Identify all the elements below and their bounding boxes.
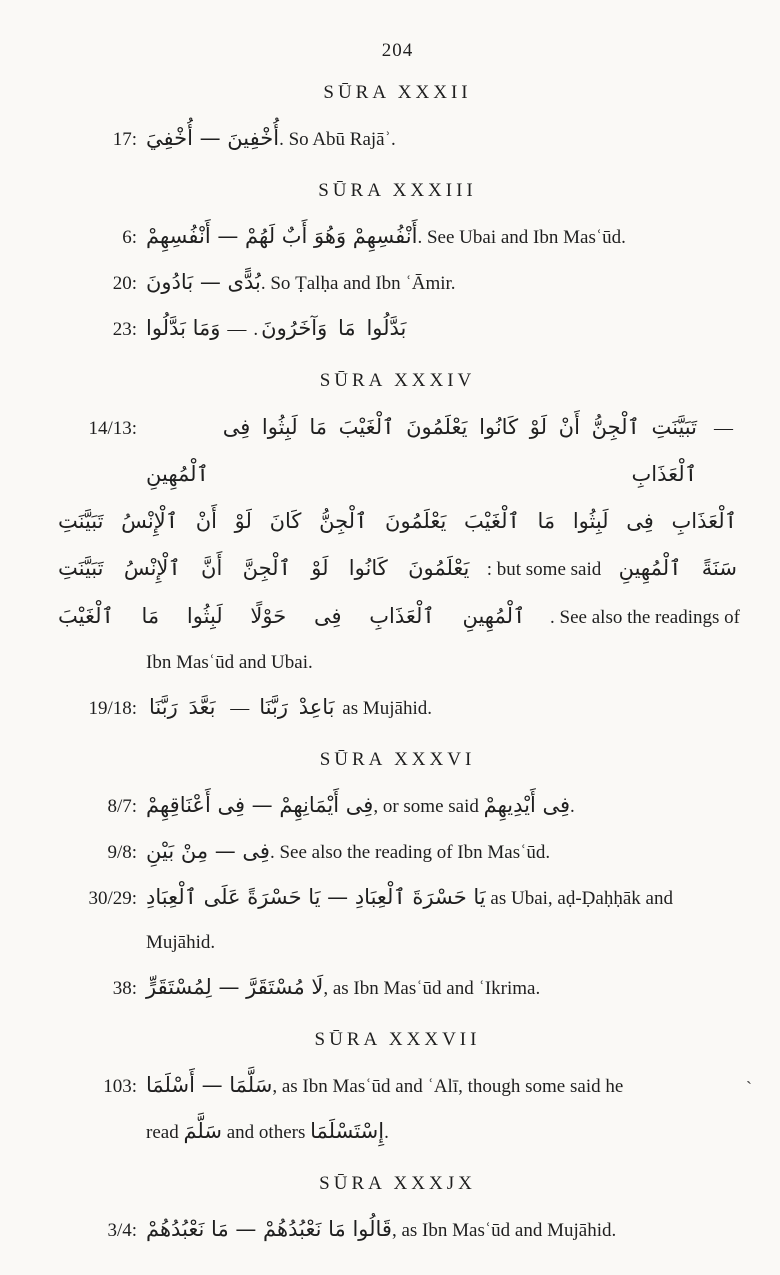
arabic-text: فِى أَيْمَانِهِمْ — فِى أَعْنَاقِهِمْ — [146, 793, 374, 817]
arabic-word: رَبَّنَا — [149, 695, 178, 719]
entry-label: 38: — [112, 978, 137, 999]
entry-text — [146, 306, 740, 352]
arabic-word: ٱلْمُهِينِ — [462, 604, 526, 628]
entry-label: 103: — [103, 1076, 137, 1097]
english-text: as Ubai, aḍ-Ḍaḥḥāk and — [485, 888, 673, 909]
entry-text — [146, 116, 740, 162]
arabic-phrase — [146, 695, 223, 719]
arabic-word: لَوْ — [311, 556, 329, 580]
entry-text — [146, 1207, 740, 1253]
arabic-word: ٱلْجِنُّ — [319, 509, 368, 533]
arabic-word: حَوْلًا — [250, 604, 287, 628]
english-text: read — [146, 1122, 184, 1143]
entry-label: 30/29: — [88, 888, 137, 909]
arabic-text: وَمَا بَدَّلُوا — [146, 316, 221, 340]
entry-text — [146, 260, 740, 306]
arabic-word: لَبِثُوا — [186, 604, 223, 628]
entry-line — [55, 1207, 740, 1253]
entry-line — [55, 116, 740, 162]
arabic-word: أَنَّ — [201, 556, 223, 580]
arabic-text: أَنْفُسِهِمْ وَهُوَ أَبٌ لَهُمْ — أَنْفُسِهِمْ — [146, 224, 418, 248]
entry-text — [146, 641, 740, 685]
arabic-word: ٱلْغَيْبَ — [464, 509, 520, 533]
entry-line — [55, 545, 740, 593]
arabic-word: رَبَّنَا — [259, 695, 288, 719]
english-text: Mujāhid. — [146, 932, 216, 953]
arabic-text: سَلَّمَ — [183, 1119, 222, 1143]
content — [55, 82, 740, 1253]
entry-line — [55, 306, 740, 352]
arabic-word: ٱلْإِنْسُ — [121, 509, 179, 533]
sura-heading: SŪRA XXXII — [323, 82, 472, 103]
arabic-word: يَعْلَمُونَ — [408, 556, 470, 580]
english-text: . So Abū Rajāʾ. — [279, 129, 396, 150]
arabic-word: تَبَيَّنَتِ — [58, 509, 104, 533]
arabic-text: أُخْفِينَ — أُخْفِيَ — [146, 126, 280, 150]
sura-heading: SŪRA XXXJX — [319, 1173, 476, 1194]
arabic-text: بُدًّى — بَادُونَ — [146, 270, 261, 294]
entry-text — [146, 685, 740, 731]
english-text: , as Ibn Masʿūd and Mujāhid. — [391, 1220, 617, 1241]
arabic-text: قَالُوا مَا نَعْبُدُهُمْ — مَا نَعْبُدُهُمْ — [146, 1217, 392, 1241]
dash-separator: — — [230, 698, 250, 719]
arabic-phrase — [256, 695, 342, 719]
entry-label: 6: — [122, 227, 137, 248]
arabic-word: سَنَةً — [701, 556, 737, 580]
english-text: : but some said — [486, 559, 602, 580]
entry-label: 3/4: — [107, 1220, 137, 1241]
arabic-word: ٱلْمُهِينِ — [618, 556, 682, 580]
entry-text — [55, 545, 740, 593]
entry-line — [55, 404, 740, 498]
arabic-word: أَنْ — [195, 509, 217, 533]
entry-label: 23: — [112, 319, 137, 340]
entry-line — [55, 641, 740, 685]
sura-heading: SŪRA XXXIV — [319, 370, 476, 391]
entry-text — [146, 404, 740, 498]
arabic-text: يَا حَسْرَةَ ٱلْعِبَادِ — يَا حَسْرَةً عَلَى ٱلْعِبَادِ — [146, 885, 486, 909]
entry-line — [55, 1063, 740, 1109]
arabic-word: يَعْلَمُونَ — [385, 509, 447, 533]
english-text: . See also the readings of — [550, 607, 740, 628]
entry-line — [55, 498, 740, 545]
entry-text — [146, 921, 740, 965]
entry-line — [55, 829, 740, 875]
page-number: 204 — [381, 40, 414, 61]
entry-line — [55, 260, 740, 306]
sura-heading: SŪRA XXXVII — [314, 1029, 481, 1050]
entry-line — [55, 685, 740, 731]
english-text: . See Ubai and Ibn Masʿūd. — [417, 227, 626, 248]
arabic-word: ٱلْغَيْبَ — [58, 604, 114, 628]
entry-line — [55, 921, 740, 965]
arabic-text: فِى أَيْدِيهِمْ — [483, 793, 571, 817]
arabic-word: كَانُوا — [348, 556, 388, 580]
entry-label: 17: — [112, 129, 137, 150]
arabic-word: بَعَّدَ — [188, 695, 216, 719]
arabic-word: ٱلْعَذَابِ — [369, 604, 435, 628]
entry-label: 8/7: — [107, 796, 137, 817]
english-text: . — [253, 319, 259, 340]
english-text: . — [570, 796, 575, 817]
entry-text — [146, 214, 740, 260]
arabic-word: مَا — [537, 509, 556, 533]
arabic-word: بَاعِدْ — [298, 695, 335, 719]
arabic-word: فِى — [626, 509, 654, 533]
arabic-word: فِى — [313, 604, 342, 628]
arabic-text: سَلَّمَا — أَسْلَمَا — [146, 1073, 273, 1097]
arabic-word: مَا — [338, 316, 356, 340]
english-text: . See also the reading of Ibn Masʿūd. — [269, 842, 551, 863]
english-text: . — [384, 1122, 389, 1143]
arabic-word: ٱلْإِنْسُ — [123, 556, 181, 580]
english-text: Ibn Masʿūd and Ubai. — [146, 652, 313, 673]
entry-text — [146, 829, 740, 875]
arabic-word: مَا — [141, 604, 160, 628]
dash-separator: — — [227, 319, 247, 340]
arabic-text: إِسْتَسْلَمَا — [310, 1119, 385, 1143]
arabic-text: فِى — مِنْ بَيْنِ — [146, 839, 270, 863]
english-text: as Mujāhid. — [342, 698, 432, 719]
entry-text — [146, 1063, 740, 1109]
entry-text — [146, 783, 740, 829]
entry-label: 20: — [112, 273, 137, 294]
arabic-phrase — [258, 316, 409, 340]
entry-text — [146, 875, 740, 921]
english-text: and others — [221, 1122, 311, 1143]
entry-line — [55, 214, 740, 260]
arabic-text: تَبَيَّنَتِ ٱلْجِنُّ أَنْ لَوْ كَانُوا يَعْلَمُونَ ٱلْغَيْبَ مَا لَبِثُوا فِى ٱلْعَذَابِ ٱلْمُهِينِ — [146, 415, 697, 486]
sura-heading: SŪRA XXXIII — [318, 180, 477, 201]
arabic-word: لَوْ — [234, 509, 252, 533]
arabic-word: وَآخَرُونَ — [261, 316, 328, 340]
stray-mark: ˋ — [746, 1078, 752, 1098]
entry-line — [55, 965, 740, 1011]
entry-text — [55, 593, 740, 641]
sura-heading: SŪRA XXXVI — [319, 749, 476, 770]
entry-text — [55, 498, 740, 545]
arabic-word: تَبَيَّنَتِ — [58, 556, 104, 580]
entry-label: 14/13: — [88, 418, 137, 439]
english-text: , as Ibn Masʿūd and ʿIkrima. — [323, 978, 541, 999]
arabic-word: ٱلْعَذَابِ — [671, 509, 737, 533]
entry-label: 9/8: — [107, 842, 137, 863]
entry-line — [55, 783, 740, 829]
entry-line — [55, 875, 740, 921]
entry-text — [146, 1109, 740, 1155]
arabic-word: ٱلْجِنَّ — [242, 556, 291, 580]
english-text: . So Ṭalḥa and Ibn ʿĀmir. — [260, 273, 456, 294]
english-text: , or some said — [373, 796, 484, 817]
arabic-word: كَانَ — [269, 509, 302, 533]
arabic-word: بَدَّلُوا — [366, 316, 407, 340]
entry-label: 19/18: — [88, 698, 137, 719]
arabic-word: لَبِثُوا — [572, 509, 609, 533]
arabic-text: لَا مُسْتَقَرَّ — لِمُسْتَقَرٍّ — [146, 975, 324, 999]
entry-line — [55, 1109, 740, 1155]
entry-line — [55, 593, 740, 641]
english-text: , as Ibn Masʿūd and ʿAlī, though some said he — [272, 1076, 624, 1097]
dash-separator: — — [714, 418, 733, 439]
entry-text — [146, 965, 740, 1011]
